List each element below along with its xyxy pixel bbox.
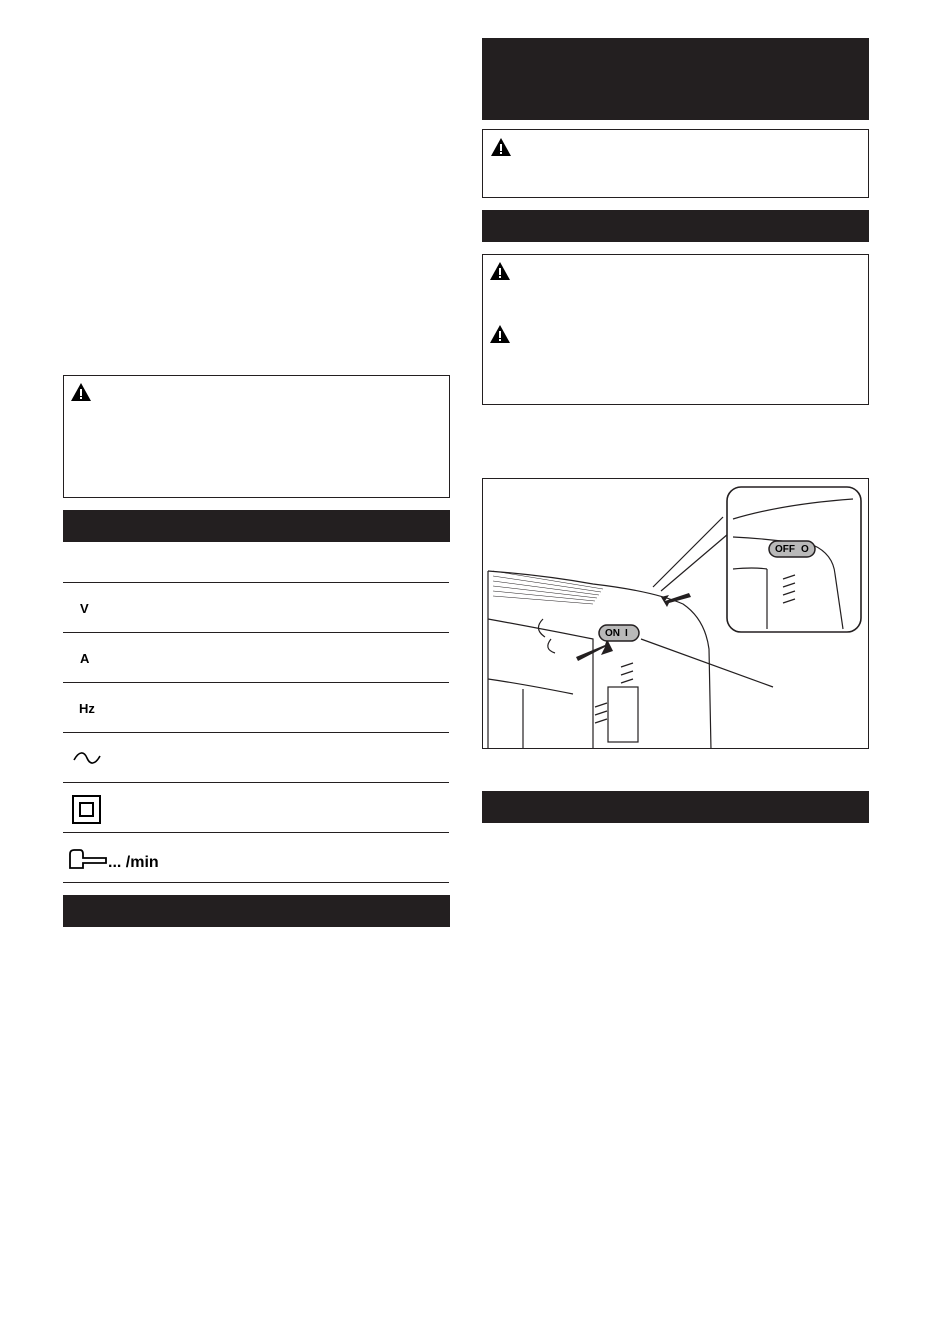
switch-off-mark: O [801, 544, 809, 555]
table-divider [63, 782, 449, 783]
volt-symbol: V [80, 601, 89, 616]
switch-figure [482, 478, 869, 749]
tool-line-drawing [483, 479, 869, 749]
warning-icon [489, 261, 511, 281]
alternating-current-icon [72, 750, 102, 766]
switch-off-label: OFF [775, 544, 795, 555]
caution-box-1 [482, 129, 869, 198]
section-header-bar-2 [482, 210, 869, 242]
warning-icon [70, 382, 92, 402]
section-header-bar-4 [63, 895, 450, 927]
switch-on-label: ON [605, 628, 620, 639]
table-divider [63, 832, 449, 833]
symbols-header-bar [63, 510, 450, 542]
table-divider [63, 682, 449, 683]
warning-icon [490, 137, 512, 157]
table-divider [63, 882, 449, 883]
switch-on-mark: I [625, 628, 628, 639]
section-header-bar-1 [482, 38, 869, 120]
table-divider [63, 632, 449, 633]
ampere-symbol: A [80, 651, 90, 666]
per-minute-label: ... /min [108, 854, 159, 871]
table-divider [63, 732, 449, 733]
section-header-bar-3 [482, 791, 869, 823]
double-insulation-icon [72, 795, 102, 825]
table-divider [63, 582, 449, 583]
warning-box [482, 254, 869, 405]
hertz-symbol: Hz [79, 701, 95, 716]
blows-per-minute-icon [68, 848, 108, 870]
caution-box-2 [63, 375, 450, 498]
warning-icon [489, 324, 511, 344]
